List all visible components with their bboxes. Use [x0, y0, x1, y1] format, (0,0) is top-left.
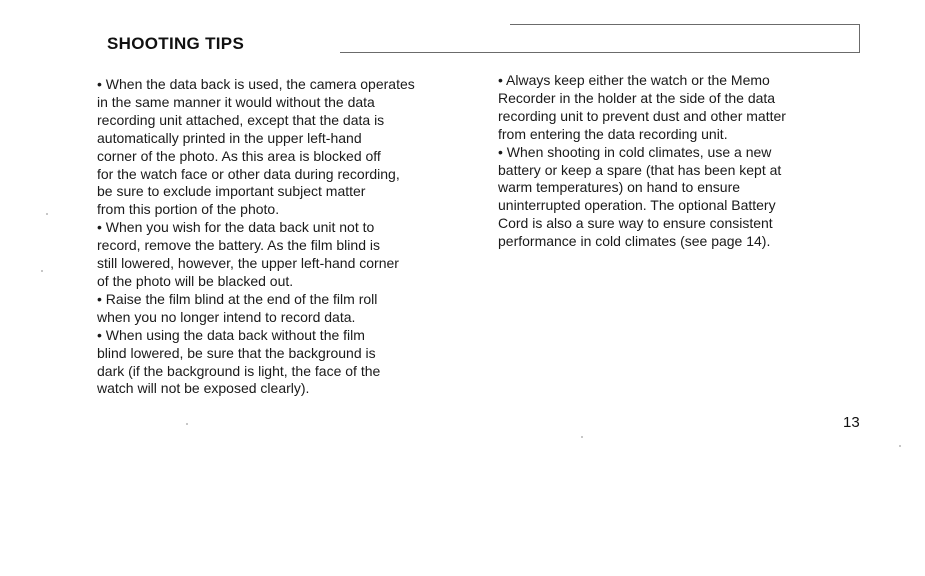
text-line: be sure to exclude important subject matter	[97, 183, 366, 200]
text-line: watch will not be exposed clearly).	[97, 380, 310, 397]
text-line: record, remove the battery. As the film blind is	[97, 237, 380, 254]
text-line: recording unit to prevent dust and other matter	[498, 107, 786, 124]
right-column-text	[498, 72, 843, 251]
text-line: • When using the data back without the film	[97, 326, 365, 343]
text-line: • Always keep either the watch or the Memo	[498, 72, 770, 88]
scan-speck	[581, 436, 583, 438]
heading-frame-right-rule	[859, 24, 860, 53]
text-line: dark (if the background is light, the face of the	[97, 362, 381, 379]
text-line: for the watch face or other data during recording,	[97, 165, 400, 182]
text-line: when you no longer intend to record data.	[97, 308, 356, 325]
text-line: performance in cold climates (see page 14).	[498, 233, 771, 250]
text-line: still lowered, however, the upper left-hand corner	[97, 255, 399, 272]
text-line: warm temperatures) on hand to ensure	[498, 179, 741, 196]
scan-speck	[186, 423, 188, 425]
text-line: from entering the data recording unit.	[498, 125, 728, 142]
text-line: from this portion of the photo.	[97, 201, 280, 218]
text-line: • Raise the film blind at the end of the film roll	[97, 290, 378, 307]
text-line: recording unit attached, except that the data is	[97, 111, 385, 128]
scan-speck	[899, 445, 901, 447]
text-line: • When you wish for the data back unit not to	[97, 219, 375, 236]
text-line: in the same manner it would without the data	[97, 93, 375, 110]
page-number: 13	[843, 414, 860, 431]
text-line: Recorder in the holder at the side of the data	[498, 89, 776, 106]
heading-frame-bottom-rule	[340, 52, 860, 53]
text-line: • When shooting in cold climates, use a new	[498, 143, 772, 160]
text-line: uninterrupted operation. The optional Battery	[498, 197, 776, 214]
scan-speck	[46, 213, 48, 215]
text-line: of the photo will be blacked out.	[97, 272, 294, 289]
text-line: • When the data back is used, the camera operates	[97, 76, 415, 92]
left-column-text	[97, 76, 457, 398]
text-line: battery or keep a spare (that has been kept at	[498, 161, 782, 178]
scan-speck	[41, 270, 43, 272]
text-line: corner of the photo. As this area is blocked off	[97, 147, 381, 164]
text-line: Cord is also a sure way to ensure consistent	[498, 215, 773, 232]
section-heading: SHOOTING TIPS	[107, 34, 245, 53]
text-line: blind lowered, be sure that the background is	[97, 344, 376, 361]
text-line: automatically printed in the upper left-hand	[97, 129, 362, 146]
heading-frame-top-rule	[510, 24, 860, 25]
